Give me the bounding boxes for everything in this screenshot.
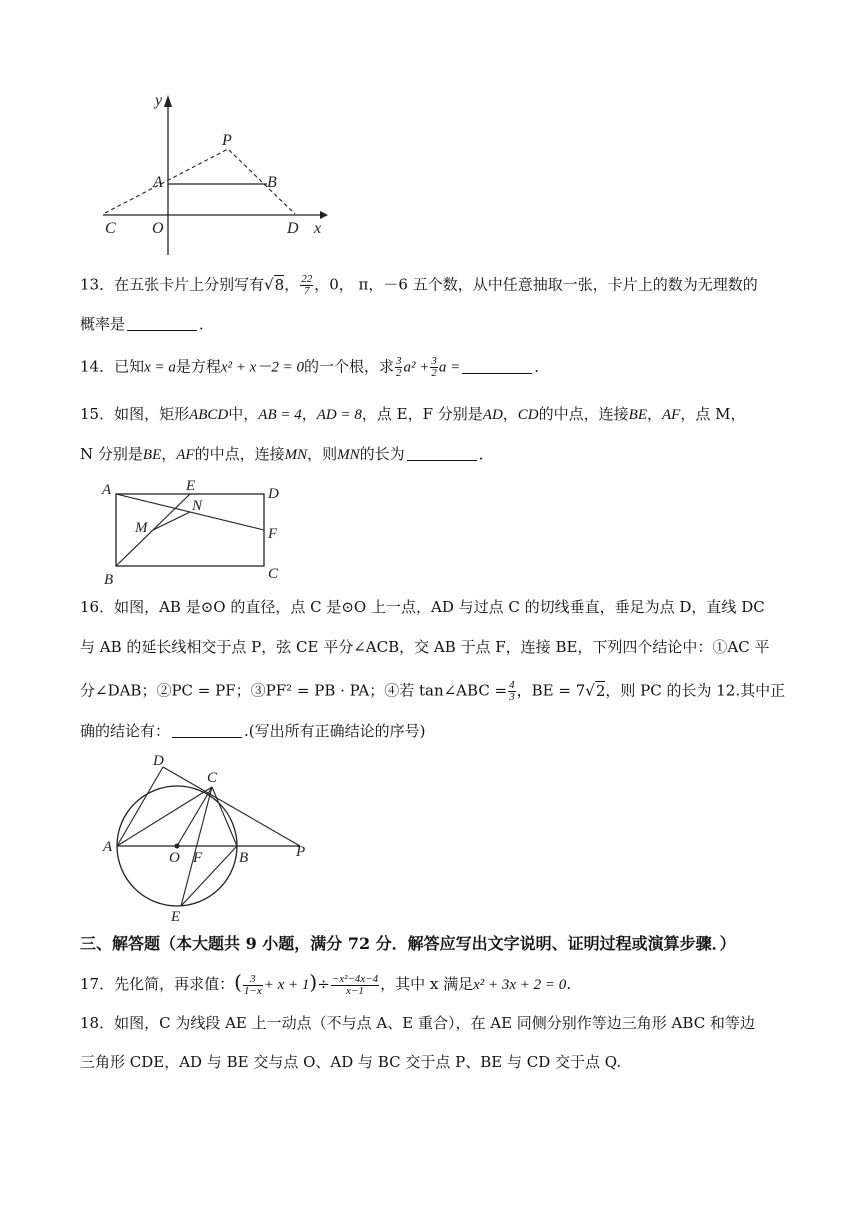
q17-fraction-1 xyxy=(243,974,263,997)
q15-var: MN xyxy=(284,447,308,463)
q14-text: 14．已知 xyxy=(80,357,145,376)
q15-var: AD xyxy=(482,407,503,423)
q15-text: ，则 xyxy=(307,445,338,463)
label-c: C xyxy=(105,220,116,237)
fraction-denominator: 7 xyxy=(303,285,310,297)
segment-cb xyxy=(212,787,237,846)
q15-text: 15．如图，矩形 xyxy=(80,405,190,423)
q14-fraction-2 xyxy=(430,356,438,379)
label-f: F xyxy=(268,526,278,542)
q15-var: MN xyxy=(337,447,360,463)
sqrt-symbol: √ xyxy=(264,275,274,294)
segment-oc xyxy=(177,787,212,846)
q16-line1: 16．如图，AB 是⊙O 的直径，点 C 是⊙O 上一点，AD 与过点 C 的切线垂直，垂足为点 D，直线 DC xyxy=(80,598,765,616)
q15-var: ABCD xyxy=(189,407,229,423)
q15-text: ， xyxy=(646,405,662,423)
q13-text: 13．在五张卡片上分别写有 xyxy=(80,275,265,294)
q16-sqrt-value: 2 xyxy=(595,681,606,700)
sqrt-symbol: √ xyxy=(585,681,595,700)
left-paren: ( xyxy=(234,970,242,994)
answer-blank[interactable] xyxy=(462,359,532,374)
q17-term: + x + 1 xyxy=(263,977,310,993)
label-b: B xyxy=(239,850,249,866)
right-paren: ) xyxy=(309,970,318,994)
q15-var: BE xyxy=(142,447,162,463)
q16-text: ，则 PC 的长为 12.其中正 xyxy=(605,681,786,700)
q16-fraction xyxy=(508,680,516,703)
y-axis-arrow-icon xyxy=(164,95,172,107)
label-p: P xyxy=(222,132,232,149)
q14-text-c: 的一个根，求 xyxy=(303,357,394,376)
label-o: O xyxy=(169,850,180,866)
label-y: y xyxy=(155,92,163,109)
q15-text: 的中点，连接 xyxy=(538,405,629,423)
division-sign: ÷ xyxy=(317,975,330,993)
q15-text: N 分别是 xyxy=(80,445,143,463)
label-o: O xyxy=(152,220,164,237)
fraction-denominator: 1−x xyxy=(243,984,262,997)
q15-var: BE xyxy=(628,407,647,423)
q15-text: ， xyxy=(301,405,317,423)
q17-text: 17．先化简，再求值： xyxy=(80,975,235,993)
fraction-denominator: 3 xyxy=(509,691,515,703)
answer-blank[interactable] xyxy=(407,446,477,461)
label-a: A xyxy=(102,482,112,498)
label-d: D xyxy=(153,753,164,769)
label-e: E xyxy=(171,909,181,925)
label-e: E xyxy=(186,478,196,494)
label-a: A xyxy=(103,839,113,855)
label-x: x xyxy=(314,220,322,237)
q13-fraction xyxy=(300,274,313,297)
segment-ac xyxy=(117,787,212,846)
circle-figure xyxy=(95,750,325,925)
q13-text-2: 概率是 xyxy=(80,315,126,333)
label-b: B xyxy=(267,174,277,191)
q15-text: ，点 E，F 分别是 xyxy=(361,405,483,423)
q15-var: AF xyxy=(176,447,195,463)
fraction-denominator: x−1 xyxy=(346,984,364,997)
fraction-numerator: −x²−4x−4 xyxy=(331,972,379,985)
q15-text: ，点 M， xyxy=(680,405,746,423)
q15-var: CD xyxy=(517,407,539,423)
q13-comma: ， xyxy=(284,275,300,294)
q14-text-b: 是方程 xyxy=(175,357,221,376)
fraction-numerator: 3 xyxy=(243,974,263,986)
label-c: C xyxy=(207,770,218,786)
q16-line4 xyxy=(80,721,426,741)
section-heading: 三、解答题（本大题共 9 小题，满分 72 分．解答应写出文字说明、证明过程或演算步骤．） xyxy=(80,934,736,953)
q13-end: ． xyxy=(199,315,215,333)
q15-var: AF xyxy=(662,407,681,423)
q15-text: 中， xyxy=(228,405,259,423)
label-n: N xyxy=(192,498,203,514)
label-f: F xyxy=(193,850,203,866)
q18-line2: 三角形 CDE，AD 与 BE 交与点 O、AD 与 BC 交于点 P、BE 与 CD 交于点 Q. xyxy=(80,1053,622,1071)
q17-equation: x² + 3x + 2 = 0． xyxy=(473,977,582,993)
rectangle-figure xyxy=(98,476,298,588)
q14-term-a: a = xyxy=(438,359,461,376)
x-axis-arrow-icon xyxy=(320,211,328,219)
q15-text: ， xyxy=(502,405,518,423)
q16-text: ，BE = 7 xyxy=(516,681,586,700)
q15-end: ． xyxy=(478,445,494,463)
q15-var: AB = 4 xyxy=(258,407,302,423)
label-d: D xyxy=(287,220,299,237)
q15-text: 的长为 xyxy=(359,445,405,463)
q13-sqrt-value: 8 xyxy=(274,275,285,294)
q14-equation: x² + x－2 = 0 xyxy=(220,359,304,376)
q14-line xyxy=(80,356,549,379)
fraction-numerator: 22 xyxy=(301,273,313,285)
q14-end: ． xyxy=(534,357,550,376)
fraction-denominator: 2 xyxy=(431,367,437,379)
q17-text-b: ，其中 x 满足 xyxy=(380,975,474,993)
fraction-denominator: 2 xyxy=(395,367,402,379)
coordinate-figure xyxy=(95,85,335,260)
fraction-numerator: 3 xyxy=(431,355,437,367)
q15-text: ， xyxy=(161,445,177,463)
label-m: M xyxy=(135,520,148,536)
label-a: A xyxy=(153,174,163,191)
q16-text: 确的结论有： xyxy=(80,722,171,740)
fraction-numerator: 3 xyxy=(395,355,402,367)
q13-line1 xyxy=(80,274,758,297)
q14-term-a2: a² + xyxy=(403,359,430,376)
segment-ad xyxy=(117,767,163,846)
q15-line2 xyxy=(80,444,494,465)
q13-line2 xyxy=(80,314,214,334)
q17-line xyxy=(80,972,581,997)
q16-text: .(写出所有正确结论的序号) xyxy=(244,722,426,740)
q15-var: AD = 8 xyxy=(316,407,362,423)
label-c: C xyxy=(268,566,279,582)
answer-blank[interactable] xyxy=(127,316,197,331)
q15-text: 的中点，连接 xyxy=(194,445,285,463)
q15-line1 xyxy=(80,404,745,425)
answer-blank[interactable] xyxy=(172,723,242,738)
q18-line1: 18．如图，C 为线段 AE 上一动点（不与点 A、E 重合），在 AE 同侧分别作等边三角形 ABC 和等边 xyxy=(80,1014,755,1032)
fraction-numerator: 4 xyxy=(509,679,515,691)
label-b: B xyxy=(104,572,114,588)
q13-text-rest: ，0， π，－6 五个数，从中任意抽取一张，卡片上的数为无理数的 xyxy=(314,275,758,294)
q16-text: 分∠DAB；②PC = PF；③PF² = PB · PA；④若 tan∠ABC = xyxy=(80,681,508,700)
label-p: P xyxy=(296,844,306,860)
q17-fraction-2 xyxy=(331,974,379,997)
center-point xyxy=(175,844,180,849)
q14-condition: x = a xyxy=(144,359,176,376)
q16-line2: 与 AB 的延长线相交于点 P，弦 CE 平分∠ACB，交 AB 于点 F，连接 BE，下列四个结论中：①AC 平 xyxy=(80,638,770,656)
q14-fraction-1 xyxy=(395,356,403,379)
q16-line3 xyxy=(80,680,785,703)
segment-mn xyxy=(153,512,190,530)
label-d: D xyxy=(268,486,279,502)
